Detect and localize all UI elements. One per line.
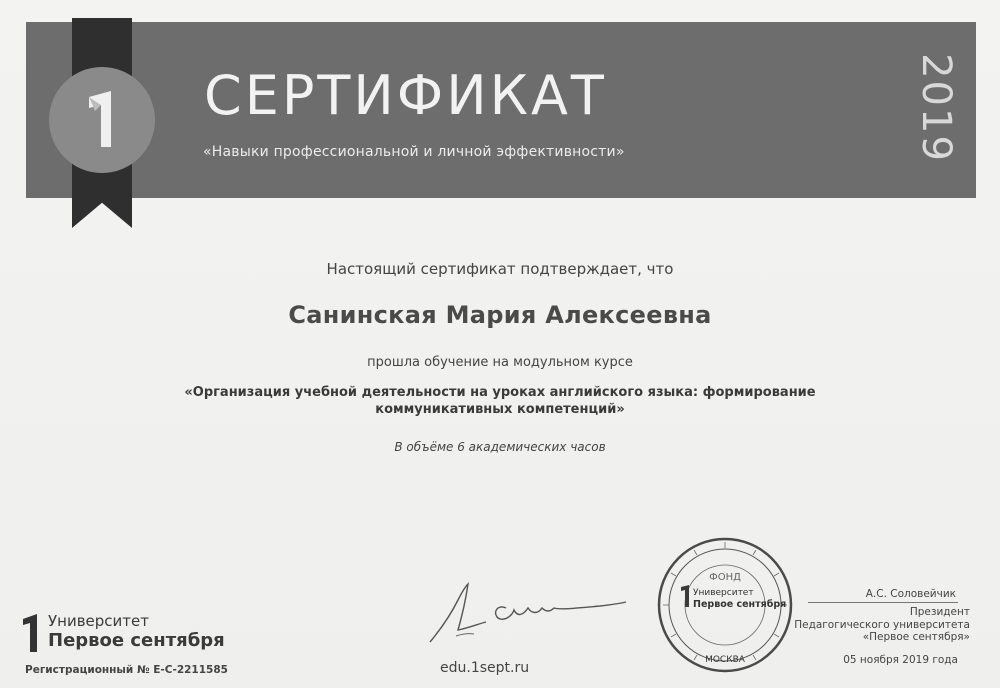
signatory-title (794, 606, 970, 644)
one-logo-icon (49, 67, 155, 173)
program-subtitle: «Навыки профессиональной и личной эффективности» (203, 144, 625, 160)
signatory-title-line-2: Педагогического университета (794, 618, 970, 631)
course-title-line-1: «Организация учебной деятельности на уроках английского языка: формирование (184, 385, 816, 400)
university-logo (20, 612, 240, 662)
stamp-one-icon (681, 585, 689, 607)
signatory-name: А.С. Соловейчик (865, 588, 956, 600)
issue-date: 05 ноября 2019 года (843, 654, 958, 666)
course-title-line-2: коммуникативных компетенций» (375, 402, 625, 417)
signature-line (808, 602, 958, 603)
course-title (0, 384, 1000, 418)
signatory-title-line-3: «Первое сентября» (862, 631, 970, 643)
one-mark-icon (20, 614, 44, 652)
recipient-name: Санинская Мария Алексеевна (288, 301, 712, 329)
registration-number: Регистрационный № Е-С-2211585 (25, 664, 228, 676)
stamp-middle-line-1: Университет (693, 588, 754, 598)
stamp-top-text: ФОНД (709, 572, 741, 583)
completion-text: прошла обучение на модульном курсе (367, 355, 633, 370)
stamp-middle-line-2: Первое сентября (693, 599, 787, 610)
stamp-bottom-text: МОСКВА (705, 655, 745, 665)
signatory-title-line-1: Президент (909, 606, 970, 618)
university-name-line-2: Первое сентября (48, 630, 225, 651)
certificate-year: 2019 (913, 53, 959, 163)
hours-text: В объёме 6 академических часов (394, 440, 606, 454)
official-stamp (655, 535, 795, 675)
website-text: edu.1sept.ru (440, 660, 530, 676)
logo-badge (49, 67, 155, 173)
signature-image (428, 578, 628, 648)
certificate-title: СЕРТИФИКАТ (204, 64, 607, 127)
university-name-line-1: Университет (48, 612, 149, 630)
confirmation-text: Настоящий сертификат подтверждает, что (326, 260, 674, 278)
